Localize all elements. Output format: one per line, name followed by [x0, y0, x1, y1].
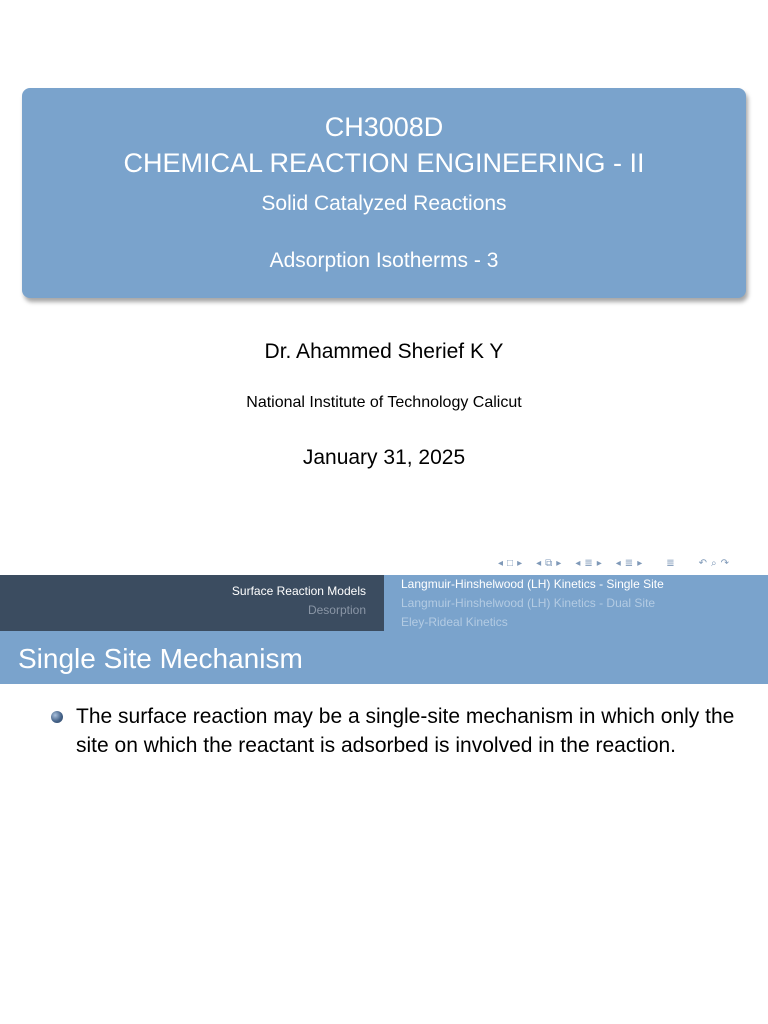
subsection-link-lh-single-site[interactable]: Langmuir-Hinshelwood (LH) Kinetics - Single Site	[401, 577, 664, 591]
nav-prev-subsection-icon[interactable]: ◂	[575, 557, 581, 569]
subtitle-topic: Solid Catalyzed Reactions	[261, 192, 507, 215]
bullet-text: The surface reaction may be a single-site mechanism in which only the site on which the reactant is adsorbed is involved in the reaction.	[76, 705, 735, 757]
nav-prev-frame-icon[interactable]: ◂	[498, 557, 504, 569]
nav-document-icon[interactable]: ≣	[666, 557, 675, 569]
nav-slide-icon[interactable]: ⧉	[545, 557, 553, 569]
nav-prev-slide-icon[interactable]: ◂	[536, 557, 542, 569]
current-subsection-link[interactable]: Desorption	[307, 603, 366, 617]
nav-frame-icon[interactable]: □	[507, 557, 514, 569]
nav-next-frame-icon[interactable]: ▸	[517, 557, 523, 569]
subsection-link-eley-rideal[interactable]: Eley-Rideal Kinetics	[401, 615, 508, 629]
subtitle-lecture: Adsorption Isotherms - 3	[269, 249, 499, 272]
bullet-icon	[51, 711, 63, 723]
beamer-navigation-bar	[498, 556, 764, 570]
nav-next-section-icon[interactable]: ▸	[637, 557, 643, 569]
nav-forward-icon[interactable]: ↷	[720, 557, 729, 569]
frame-title: Single Site Mechanism	[18, 643, 303, 674]
nav-prev-section-icon[interactable]: ◂	[615, 557, 621, 569]
nav-search-icon[interactable]: ⌕	[711, 557, 717, 569]
current-section-link[interactable]: Surface Reaction Models	[231, 584, 366, 598]
headline-subsection-panel	[384, 575, 768, 631]
nav-section-icon[interactable]: ≣	[624, 557, 634, 569]
course-title: CHEMICAL REACTION ENGINEERING - II	[123, 148, 645, 178]
nav-back-icon[interactable]: ↶	[698, 557, 707, 569]
course-code: CH3008D	[324, 112, 444, 142]
nav-subsection-icon[interactable]: ≣	[584, 557, 593, 569]
frame-title-bar	[0, 631, 768, 684]
institute-name: National Institute of Technology Calicut	[246, 394, 522, 411]
headline-section-panel	[0, 575, 384, 631]
presentation-date: January 31, 2025	[302, 446, 466, 469]
author-name: Dr. Ahammed Sherief K Y	[264, 340, 504, 363]
subsection-link-lh-dual-site[interactable]: Langmuir-Hinshelwood (LH) Kinetics - Dual Site	[401, 596, 656, 610]
nav-next-slide-icon[interactable]: ▸	[556, 557, 562, 569]
nav-next-subsection-icon[interactable]: ▸	[596, 557, 602, 569]
